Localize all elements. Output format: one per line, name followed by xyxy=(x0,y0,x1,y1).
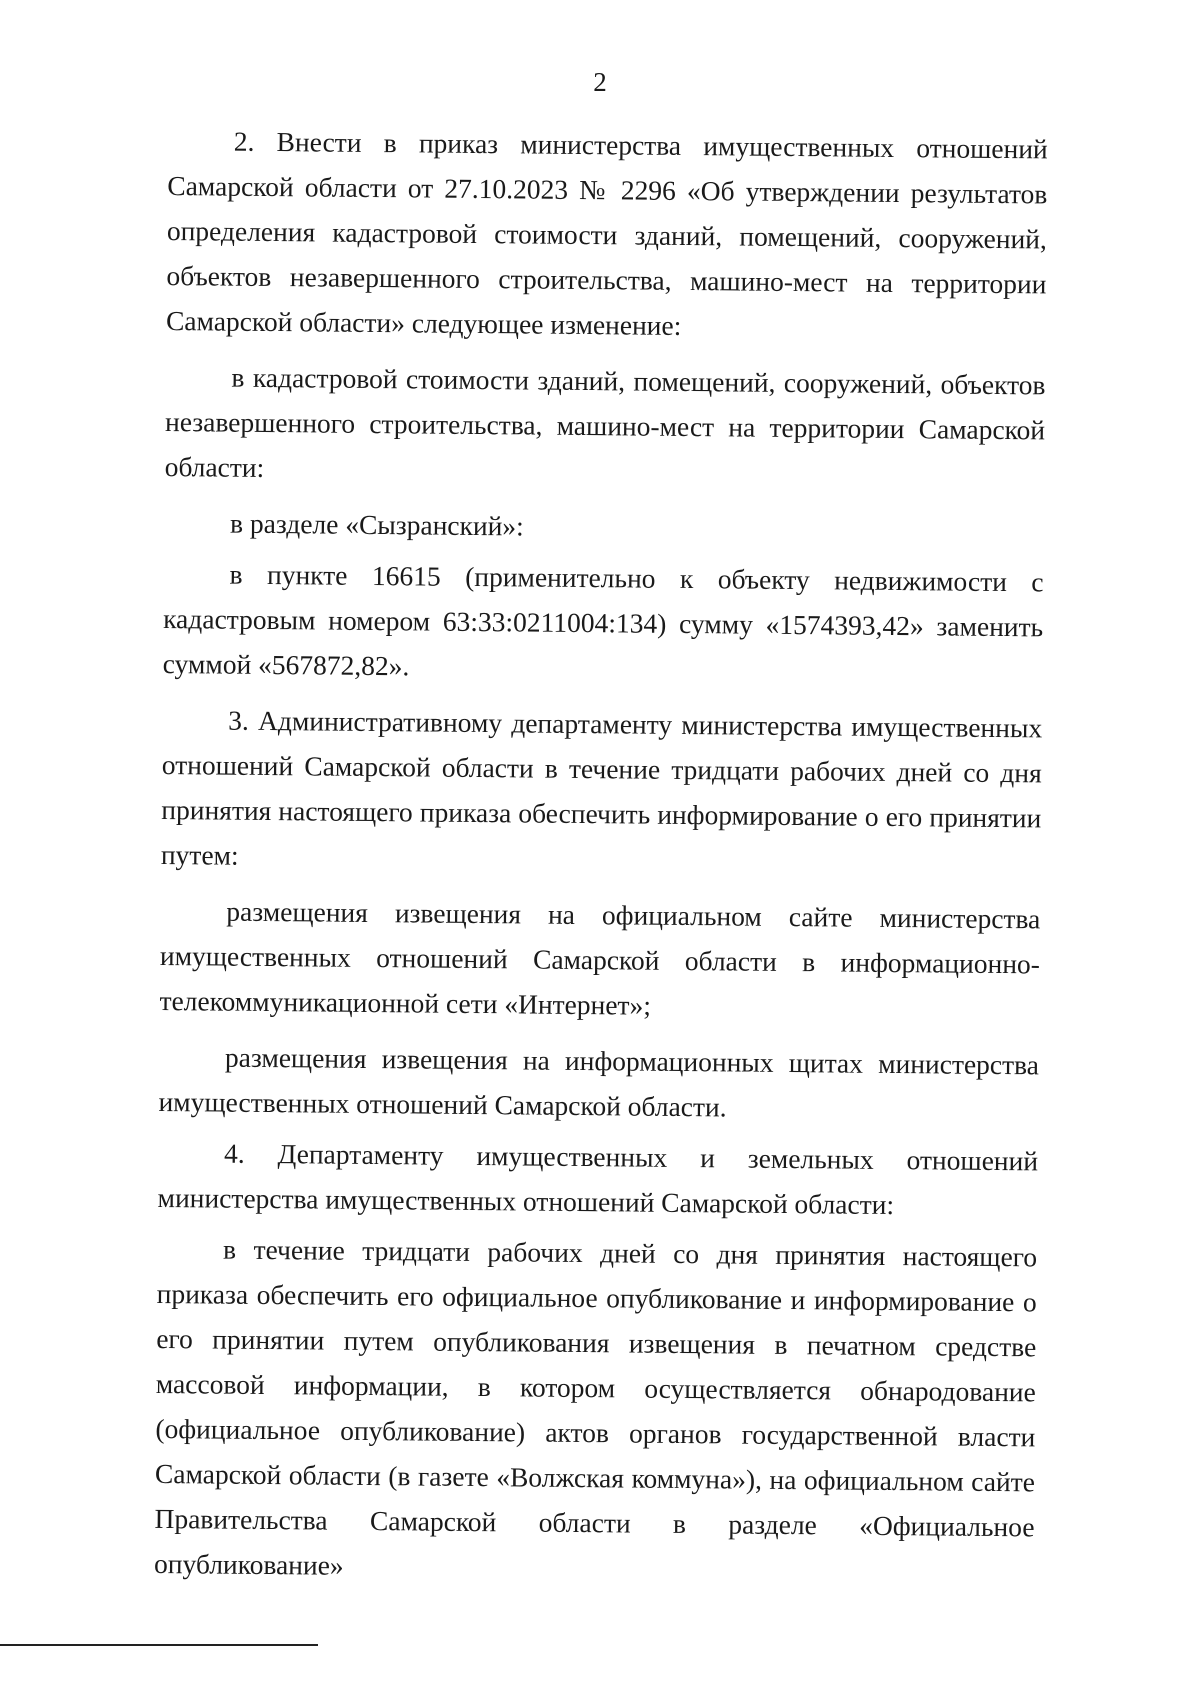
paragraph-point-16615: в пункте 16615 (применительно к объекту недвижимости с кадастровым номером 63:33:0211004:134) сумму «1574393,42» заменить суммой «567872,82». xyxy=(162,558,1044,682)
paragraph-section-syzransky: в разделе «Сызранский»: xyxy=(229,507,524,542)
paragraph-info-boards: размещения извещения на информационных щитах министерства имущественных отношений Самарской области. xyxy=(158,1041,1040,1123)
paragraph-publication: в течение тридцати рабочих дней со дня принятия настоящего приказа обеспечить его официальное опубликование и информирование о его принятии путем опубликования извещения в печатном средстве массовой информации, в котором осуществляется обнародование (официальное опубликование) актов органов государственной власти Самарской области (в газете «Волжская коммуна»), на официальном сайте Правительства Самарской области в разделе «Официальное опубликование» xyxy=(153,1233,1038,1581)
page-number: 2 xyxy=(593,67,607,97)
paragraph-item-4: 4. Департаменту имущественных и земельных отношений министерства имущественных отношений Самарской области: xyxy=(157,1137,1039,1221)
paragraph-item-3: 3. Административному департаменту министерства имущественных отношений Самарской области в течение тридцати рабочих дней со дня принятия настоящего приказа обеспечить информирование о его принятии путем: xyxy=(160,704,1043,871)
paragraph-website-notice: размещения извещения на официальном сайте министерства имущественных отношений Самарской области в информационно-телекоммуникационной сети «Интернет»; xyxy=(159,895,1041,1021)
document-body xyxy=(154,118,1048,1605)
footnote-divider xyxy=(0,1644,318,1646)
paragraph-cadastral-value: в кадастровой стоимости зданий, помещений, сооружений, объектов незавершенного строительства, машино-мест на территории Самарской области: xyxy=(164,361,1046,483)
paragraph-item-2: 2. Внести в приказ министерства имущественных отношений Самарской области от 27.10.2023 № 2296 «Об утверждении результатов определения кадастровой стоимости зданий, помещений, сооружений, объектов незавершенного строительства, машино-мест на территории Самарской области» следующее изменение: xyxy=(165,125,1048,341)
